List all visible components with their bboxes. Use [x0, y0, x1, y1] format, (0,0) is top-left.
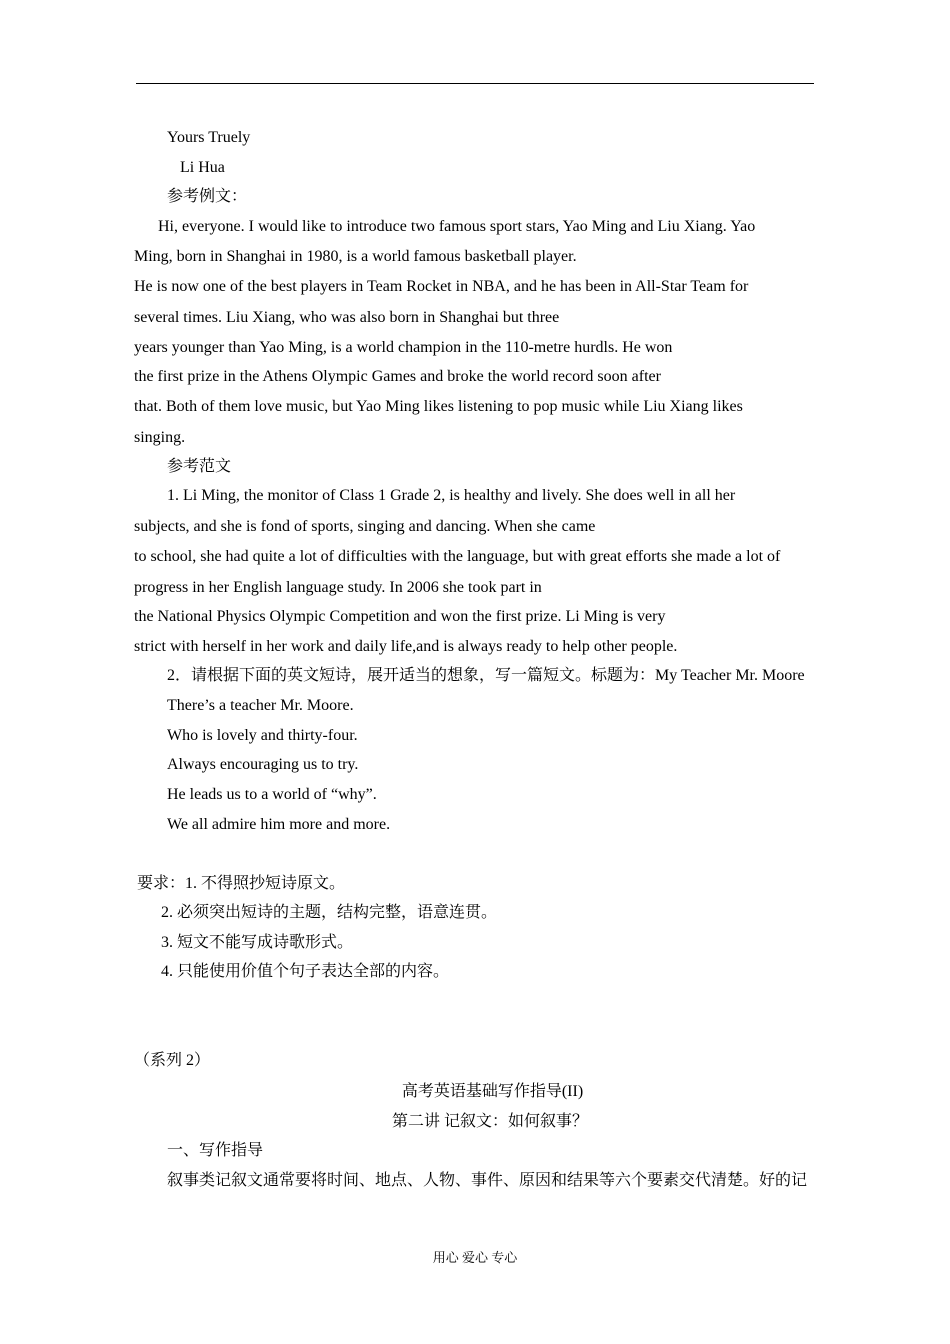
sample1-line: Hi, everyone. I would like to introduce two famous sport stars, Yao Ming and Liu Xiang. Yao — [158, 218, 756, 235]
poem-line: He leads us to a world of “why”. — [167, 786, 377, 803]
sample2-line: 1. Li Ming, the monitor of Class 1 Grade 2, is healthy and lively. She does well in all her — [167, 487, 736, 504]
sample1-line: several times. Liu Xiang, who was also born in Shanghai but three — [134, 309, 560, 326]
sample1-line: Ming, born in Shanghai in 1980, is a world famous basketball player. — [134, 248, 577, 265]
requirement-item: 3. 短文不能写成诗歌形式。 — [161, 934, 354, 951]
sample1-line: years younger than Yao Ming, is a world champion in the 110-metre hurdls. He won — [134, 339, 673, 356]
section-heading: 一、写作指导 — [167, 1142, 264, 1159]
body-line: 叙事类记叙文通常要将时间、地点、人物、事件、原因和结果等六个要素交代清楚。好的记 — [167, 1172, 808, 1189]
sample1-heading: 参考例文： — [167, 188, 248, 205]
sample1-line: that. Both of them love music, but Yao Ming likes listening to pop music while Liu Xiang likes — [134, 398, 743, 415]
sample2-line: progress in her English language study. In 2006 she took part in — [134, 579, 542, 596]
requirement-item: 要求：1. 不得照抄短诗原文。 — [137, 875, 346, 892]
sample2-line: strict with herself in her work and daily life,and is always ready to help other people. — [134, 638, 678, 655]
poem-line: We all admire him more and more. — [167, 816, 391, 833]
sample2-line: the National Physics Olympic Competition and won the first prize. Li Ming is very — [134, 608, 666, 625]
task2-prompt: 2．请根据下面的英文短诗，展开适当的想象，写一篇短文。标题为：My Teacher Mr. Moore — [167, 667, 805, 684]
requirement-item: 2. 必须突出短诗的主题，结构完整，语意连贯。 — [161, 904, 498, 921]
poem-line: Who is lovely and thirty-four. — [167, 727, 358, 744]
letter-closing: Yours Truely — [167, 129, 251, 146]
sample1-line: the first prize in the Athens Olympic Games and broke the world record soon after — [134, 368, 661, 385]
sample1-line: He is now one of the best players in Team Rocket in NBA, and he has been in All-Star Team for — [134, 278, 749, 295]
sample2-heading: 参考范文 — [167, 458, 232, 475]
header-rule — [136, 83, 814, 84]
poem-line: Always encouraging us to try. — [167, 756, 359, 773]
sample1-line: singing. — [134, 429, 186, 446]
requirement-item: 4. 只能使用价值个句子表达全部的内容。 — [161, 963, 450, 980]
page-footer: 用心 爱心 专心 — [432, 1250, 518, 1265]
series-title: 高考英语基础写作指导(II) — [401, 1083, 584, 1100]
series-subtitle: 第二讲 记叙文：如何叙事？ — [391, 1113, 588, 1130]
letter-signature: Li Hua — [180, 159, 225, 176]
sample2-line: to school, she had quite a lot of difficulties with the language, but with great efforts she made a lot of — [134, 548, 781, 565]
poem-line: There’s a teacher Mr. Moore. — [167, 697, 354, 714]
series-label: （系列 2） — [134, 1052, 211, 1069]
sample2-line: subjects, and she is fond of sports, singing and dancing. When she came — [134, 518, 596, 535]
